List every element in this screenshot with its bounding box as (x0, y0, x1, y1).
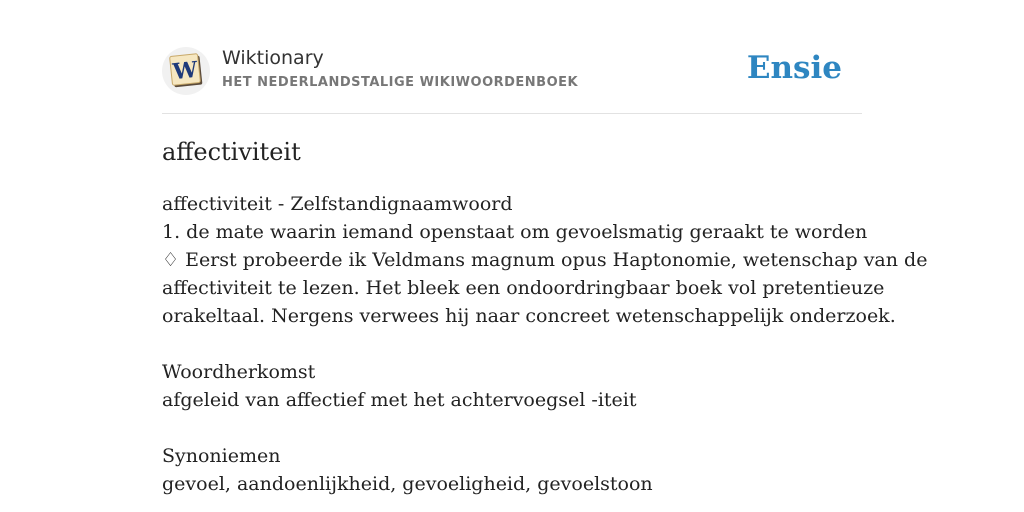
example-line: affectiviteit te lezen. Het bleek een ondoordringbaar boek vol pretentieuze (162, 277, 885, 299)
logo-letter: W (171, 56, 199, 86)
entry-heading: affectiviteit - Zelfstandignaamwoord (162, 193, 513, 215)
wiktionary-tile-icon (162, 47, 210, 95)
synonyms-text: gevoel, aandoenlijkheid, gevoeligheid, gevoelstoon (162, 473, 653, 495)
example-line: ♢ Eerst probeerde ik Veldmans magnum opus Haptonomie, wetenschap van de (162, 249, 928, 271)
site-tagline: HET NEDERLANDSTALIGE WIKIWOORDENBOEK (222, 75, 579, 90)
synonyms-heading: Synoniemen (162, 445, 281, 467)
etymology-heading: Woordherkomst (162, 361, 316, 383)
site-name[interactable]: Wiktionary (222, 47, 324, 69)
ensie-brand-link[interactable]: Ensie (746, 50, 842, 86)
page-title: affectiviteit (162, 138, 301, 166)
definition-text: 1. de mate waarin iemand openstaat om gevoelsmatig geraakt te worden (162, 221, 868, 243)
etymology-text: afgeleid van affectief met het achtervoegsel -iteit (162, 389, 637, 411)
spacer (162, 414, 862, 442)
wiktionary-logo-icon[interactable] (162, 47, 210, 95)
example-line: orakeltaal. Nergens verwees hij naar concreet wetenschappelijk onderzoek. (162, 305, 896, 327)
entry-content (162, 190, 928, 498)
site-header (162, 44, 862, 98)
header-divider (162, 113, 862, 114)
spacer (162, 330, 862, 358)
